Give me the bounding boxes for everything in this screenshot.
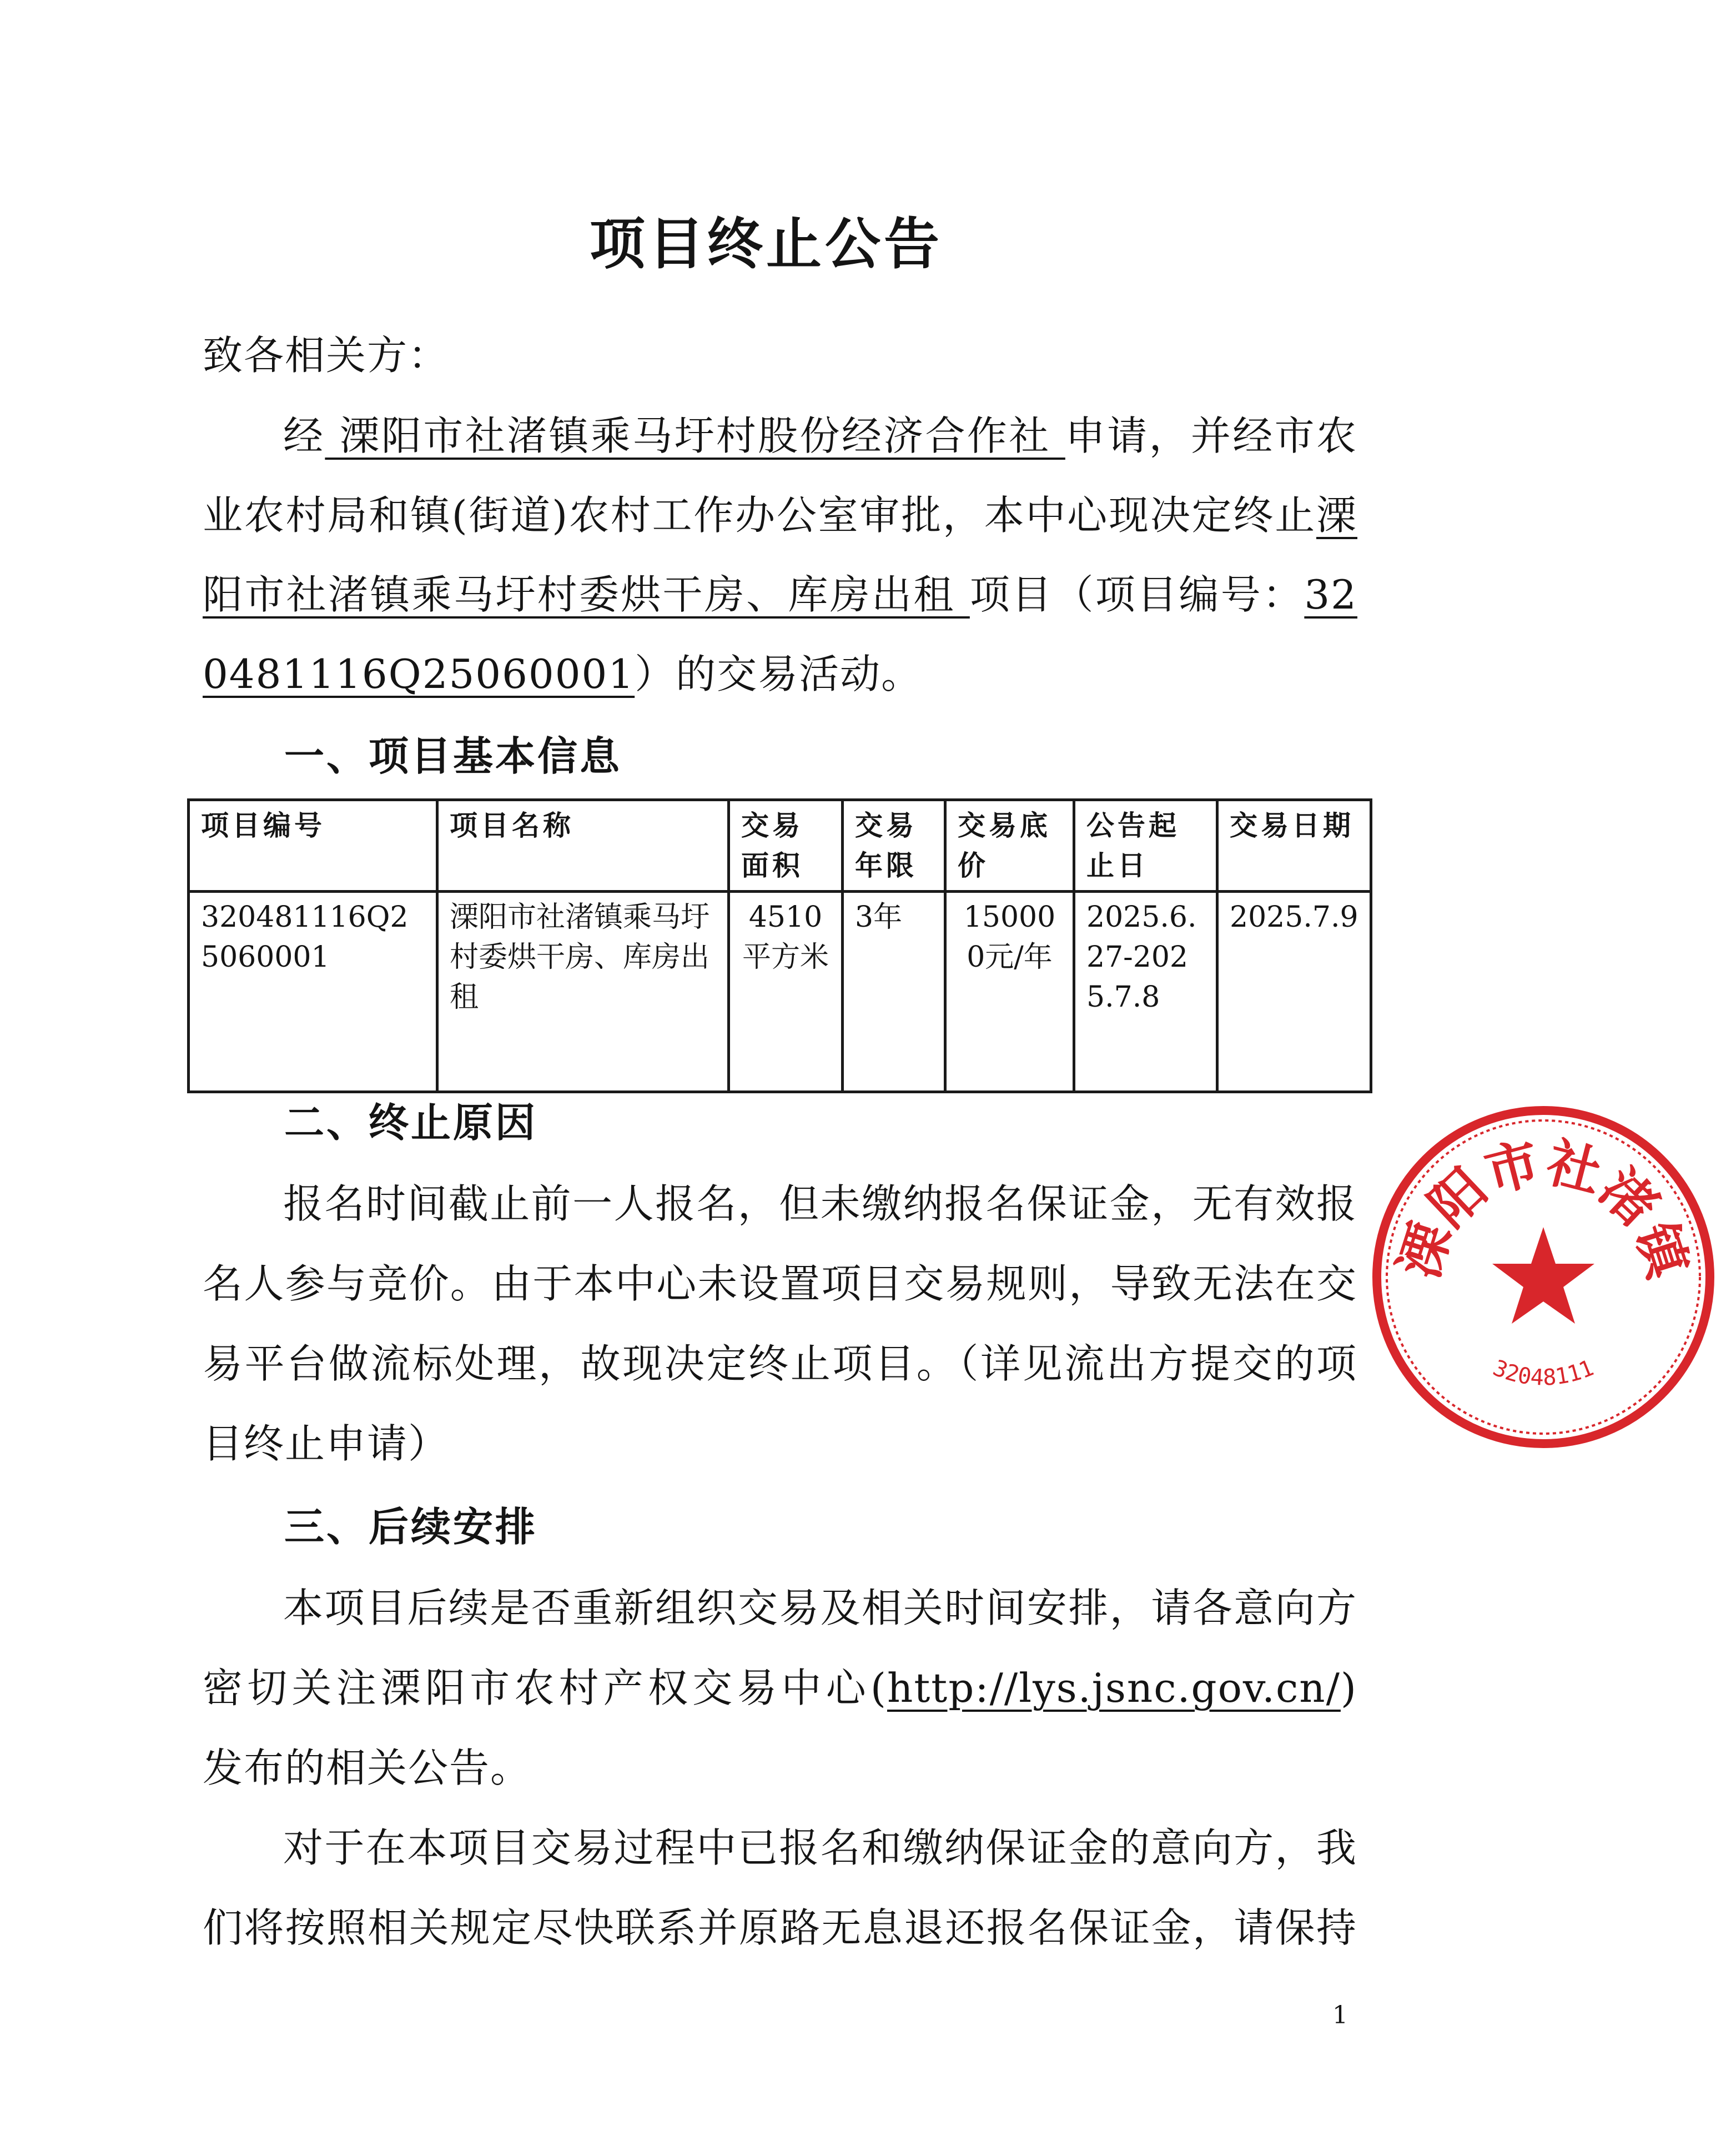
table-header-cell: 公告起止日 (1074, 800, 1217, 892)
reason-line: 报名时间截止前一人报名，但未缴纳报名保证金，无有效报 (283, 1180, 1357, 1227)
salutation: 致各相关方： (203, 332, 450, 379)
table-cell: 320481116Q25060001 (189, 892, 437, 1092)
table-header-cell: 项目编号 (189, 800, 437, 892)
seal-text: 溧阳市社渚镇 (1387, 1131, 1699, 1285)
refund-line: 们将按照相关规定尽快联系并原路无息退还报名保证金，请保持 (203, 1904, 1357, 1951)
table-cell: 3年 (843, 892, 945, 1092)
reason-line: 易平台做流标处理，故现决定终止项目。（详见流出方提交的项 (203, 1340, 1357, 1387)
intro-line-1: 经 溧阳市社渚镇乘马圩村股份经济合作社 申请，并经市农 (283, 413, 1357, 459)
reason-line: 名人参与竞价。由于本中心未设置项目交易规则，导致无法在交 (203, 1260, 1357, 1307)
table-row (189, 892, 1371, 1092)
follow-up-line: 本项目后续是否重新组织交易及相关时间安排，请各意向方 (283, 1585, 1357, 1631)
refund-line: 对于在本项目交易过程中已报名和缴纳保证金的意向方，我 (283, 1825, 1357, 1871)
table-cell: 2025.7.9 (1217, 892, 1371, 1092)
table-cell: 150000元/年 (945, 892, 1074, 1092)
page-title: 项目终止公告 (590, 212, 943, 277)
project-info-table (187, 798, 1372, 1093)
applicant-name: 溧阳市社渚镇乘马圩村股份经济合作社 (325, 413, 1065, 459)
seal-code: 32048111 (1489, 1355, 1598, 1391)
table-header-cell: 交易年限 (843, 800, 945, 892)
page-number: 1 (1332, 2001, 1348, 2029)
website-link[interactable]: http://lys.jsnc.gov.cn/ (887, 1665, 1341, 1711)
project-code: 0481116Q25060001 (203, 651, 635, 697)
intro-line-3: 阳市社渚镇乘马圩村委烘干房、库房出租 项目（项目编号：32 (203, 571, 1357, 618)
section-heading-reason: 二、终止原因 (284, 1099, 538, 1146)
table-cell: 2025.6.27-2025.7.8 (1074, 892, 1217, 1092)
table-cell: 4510平方米 (729, 892, 843, 1092)
follow-up-line: 发布的相关公告。 (203, 1745, 532, 1791)
reason-line: 目终止申请） (203, 1420, 450, 1467)
table-header-cell: 交易面积 (729, 800, 843, 892)
intro-line-4: 0481116Q25060001）的交易活动。 (203, 651, 923, 697)
table-header-cell: 项目名称 (437, 800, 729, 892)
seal-star-icon (1492, 1227, 1594, 1324)
official-seal-stamp (1366, 1099, 1721, 1455)
intro-line-2: 业农村局和镇(街道)农村工作办公室审批，本中心现决定终止溧 (203, 492, 1357, 539)
table-header-cell: 交易日期 (1217, 800, 1371, 892)
section-heading-follow-up: 三、后续安排 (284, 1504, 538, 1550)
project-name: 阳市社渚镇乘马圩村委烘干房、库房出租 (203, 571, 970, 618)
follow-up-line: 密切关注溧阳市农村产权交易中心(http://lys.jsnc.gov.cn/) (203, 1665, 1357, 1711)
section-heading-basic-info: 一、项目基本信息 (284, 733, 622, 780)
table-header-cell: 交易底价 (945, 800, 1074, 892)
table-cell: 溧阳市社渚镇乘马圩村委烘干房、库房出租 (437, 892, 729, 1092)
table-header-row (189, 800, 1371, 892)
